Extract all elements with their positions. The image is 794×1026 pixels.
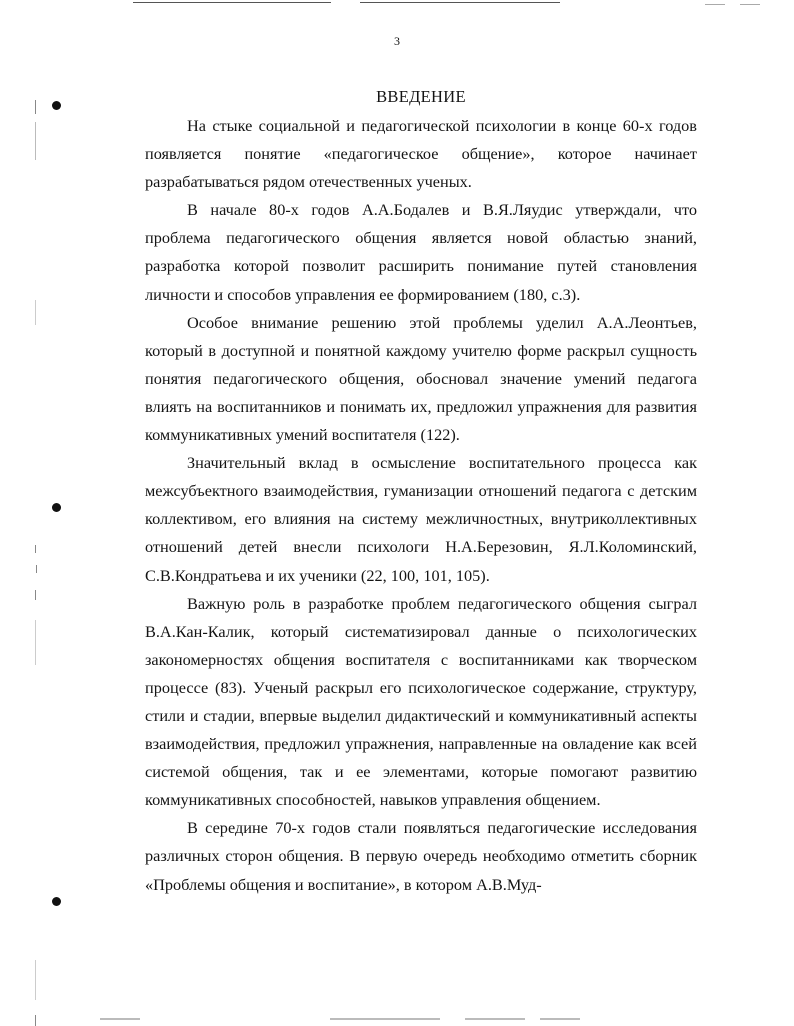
scan-line-top-right-2: [740, 4, 760, 5]
paragraph: На стыке социальной и педагогической психологии в конце 60-х годов появляется понятие «педагогическое общение», которое начинает разрабатываться рядом отечественных ученых.: [145, 116, 697, 192]
page-number: 3: [394, 34, 400, 48]
scan-line-top-mid: [360, 2, 560, 3]
scan-line-top-left: [133, 2, 331, 3]
scan-noise-bottom: [465, 1018, 525, 1020]
left-margin-tick: [35, 590, 36, 600]
scan-noise-bottom: [100, 1018, 140, 1020]
paragraph: В начале 80-х годов А.А.Бодалев и В.Я.Ляудис утверждали, что проблема педагогического общения является новой областью знаний, разработка которой позволит расширить понимание путей становления личности и способов управления ее формированием (180, с.3).: [145, 200, 697, 304]
paragraph: Важную роль в разработке проблем педагогического общения сыграл В.А.Кан-Калик, который систематизировал данные о психологических закономерностях общения воспитателя с воспитанниками как творческом процессе (83). Ученый раскрыл его психологическое содержание, структуру, стили и стадии, впервые выделил дидактический и коммуникативный аспекты взаимодействия, предложил упражнения, направленные на овладение как всей системой общения, так и ее элементами, которые помогают развитию коммуникативных способностей, навыков управления общением.: [145, 593, 697, 810]
left-margin-tick: [35, 1015, 36, 1026]
left-margin-tick: [35, 300, 36, 325]
paragraph: Особое внимание решению этой проблемы уделил А.А.Леонтьев, который в доступной и понятной каждому учителю форме раскрыл сущность понятия педагогического общения, обосновал значение умений педагога влиять на воспитанников и понимать их, предложил упражнения для развития коммуникативных умений воспитателя (122).: [145, 312, 697, 445]
punch-hole-mark: [52, 897, 61, 906]
left-margin-tick: [36, 565, 37, 573]
left-margin-tick: [35, 545, 36, 553]
paragraph: Значительный вклад в осмысление воспитательного процесса как межсубъектного взаимодействия, гуманизации отношений педагога с детским коллективом, его влияния на систему межличностных, внутриколлективных отношений детей внесли психологи Н.А.Березовин, Я.Л.Коломинский, С.В.Кондратьева и их ученики (22, 100, 101, 105).: [145, 453, 697, 585]
left-margin-tick: [35, 960, 36, 1000]
punch-hole-mark: [52, 503, 61, 512]
left-margin-tick: [35, 122, 36, 160]
body-text: [145, 112, 697, 899]
left-margin-tick: [35, 620, 36, 665]
scan-line-top-right: [705, 4, 725, 5]
paragraph: В середине 70-х годов стали появляться педагогические исследования различных сторон общения. В первую очередь необходимо отметить сборник «Проблемы общения и воспитание», в котором А.В.Муд-: [145, 818, 697, 894]
section-heading: ВВЕДЕНИЕ: [376, 87, 466, 106]
scan-noise-bottom: [330, 1018, 440, 1020]
scan-noise-bottom: [540, 1018, 580, 1020]
